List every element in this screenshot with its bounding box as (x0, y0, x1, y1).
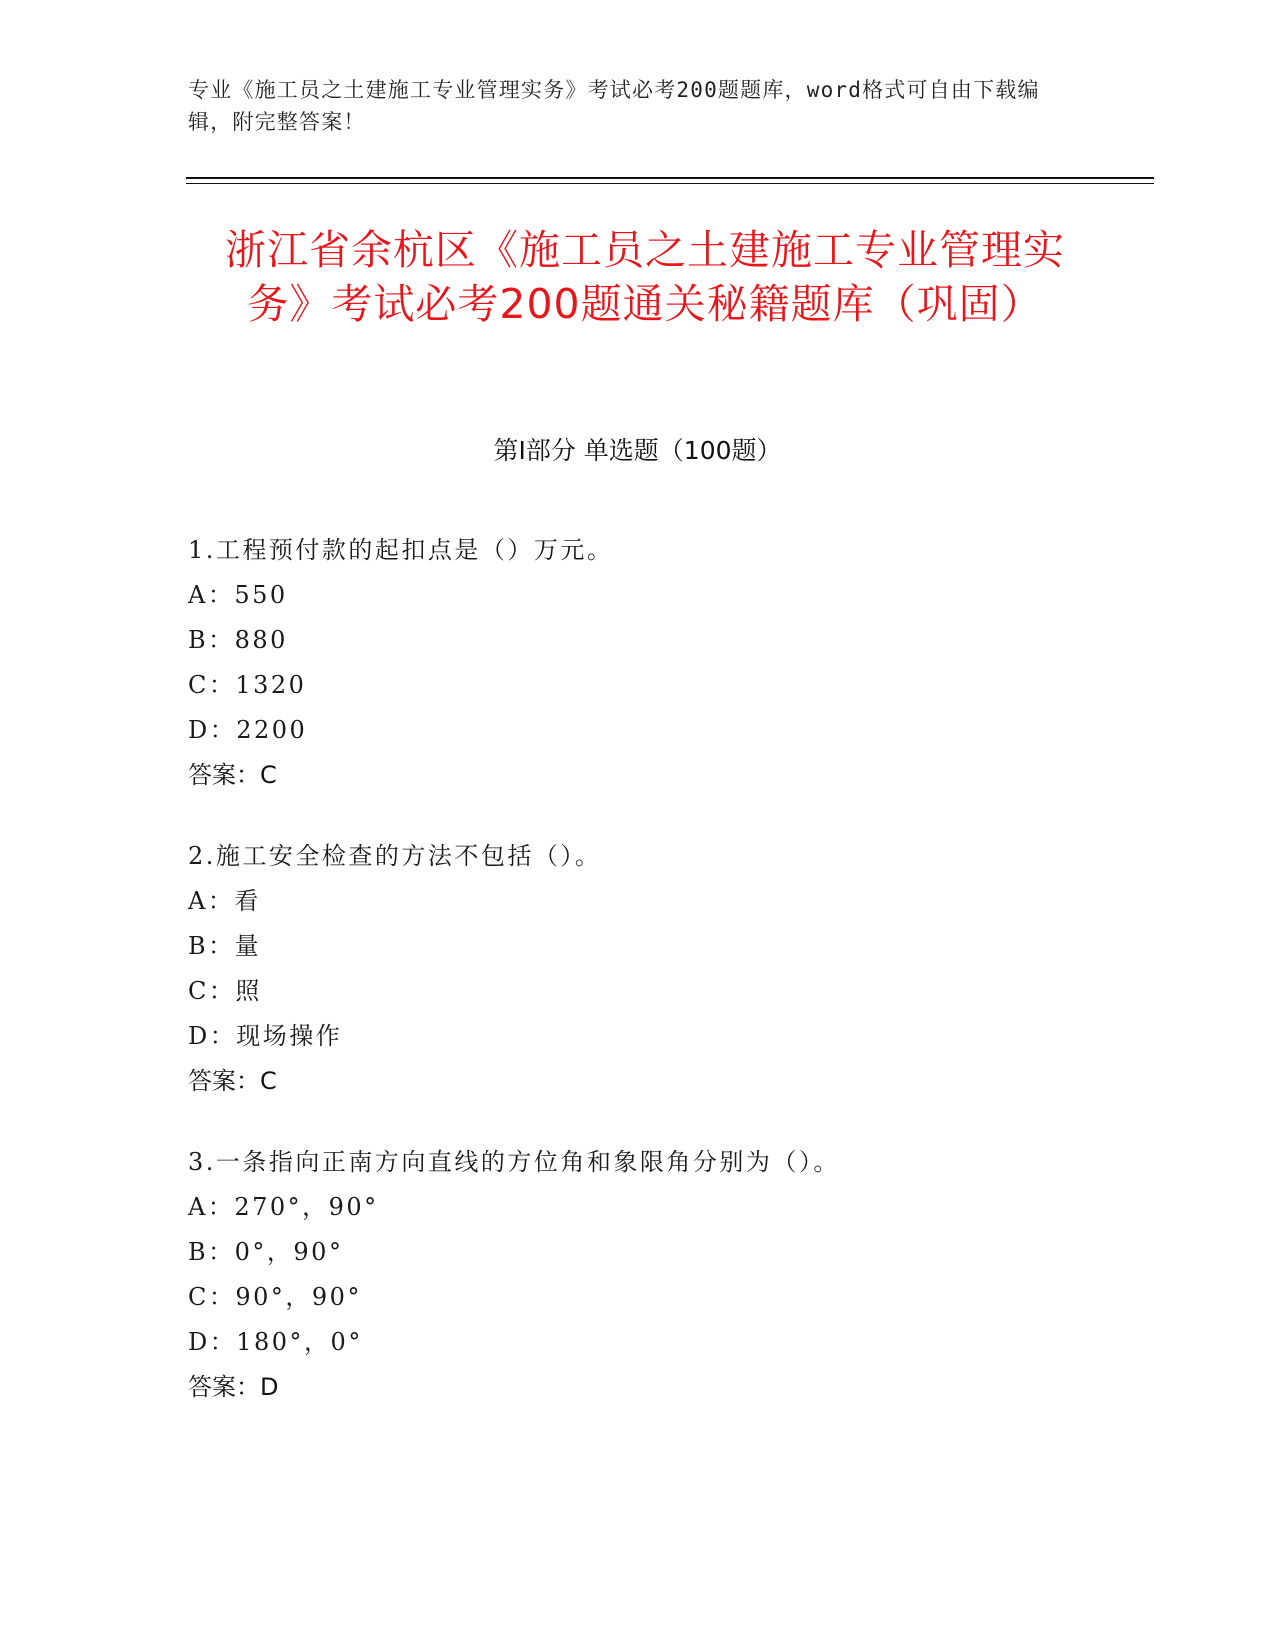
answer-line: 答案：D (188, 1373, 279, 1401)
answer-line: 答案：C (188, 1067, 277, 1095)
option-c: C：照 (188, 977, 262, 1005)
header-rule-thin (186, 183, 1154, 184)
option-c: C：1320 (188, 671, 307, 699)
option-a: A：550 (188, 581, 288, 609)
question-3 (188, 1140, 1168, 1410)
question-2 (188, 834, 1168, 1104)
question-stem: 2.施工安全检查的方法不包括（）。 (188, 842, 602, 870)
question-stem: 3.一条指向正南方向直线的方位角和象限角分别为（）。 (188, 1148, 840, 1176)
header-rule-thick (186, 177, 1154, 179)
option-a: A：270°，90° (188, 1193, 379, 1221)
question-stem: 1.工程预付款的起扣点是（）万元。 (188, 536, 614, 564)
header-note: 专业《施工员之土建施工专业管理实务》考试必考200题题库，word格式可自由下载编辑，附完整答案！ (188, 78, 1040, 134)
option-b: B：880 (188, 626, 288, 654)
question-1 (188, 528, 1168, 798)
document-title: 浙江省余杭区《施工员之土建施工专业管理实务》考试必考200题通关秘籍题库（巩固） (225, 226, 1065, 328)
section-title: 第Ⅰ部分 单选题（100题） (493, 436, 782, 465)
option-d: D：现场操作 (188, 1022, 343, 1050)
answer-line: 答案：C (188, 761, 277, 789)
option-b: B：0°，90° (188, 1238, 344, 1266)
option-d: D：180°，0° (188, 1328, 363, 1356)
option-c: C：90°，90° (188, 1283, 362, 1311)
option-b: B：量 (188, 932, 262, 960)
option-d: D：2200 (188, 716, 308, 744)
question-list (188, 528, 1168, 1446)
option-a: A：看 (188, 887, 261, 915)
